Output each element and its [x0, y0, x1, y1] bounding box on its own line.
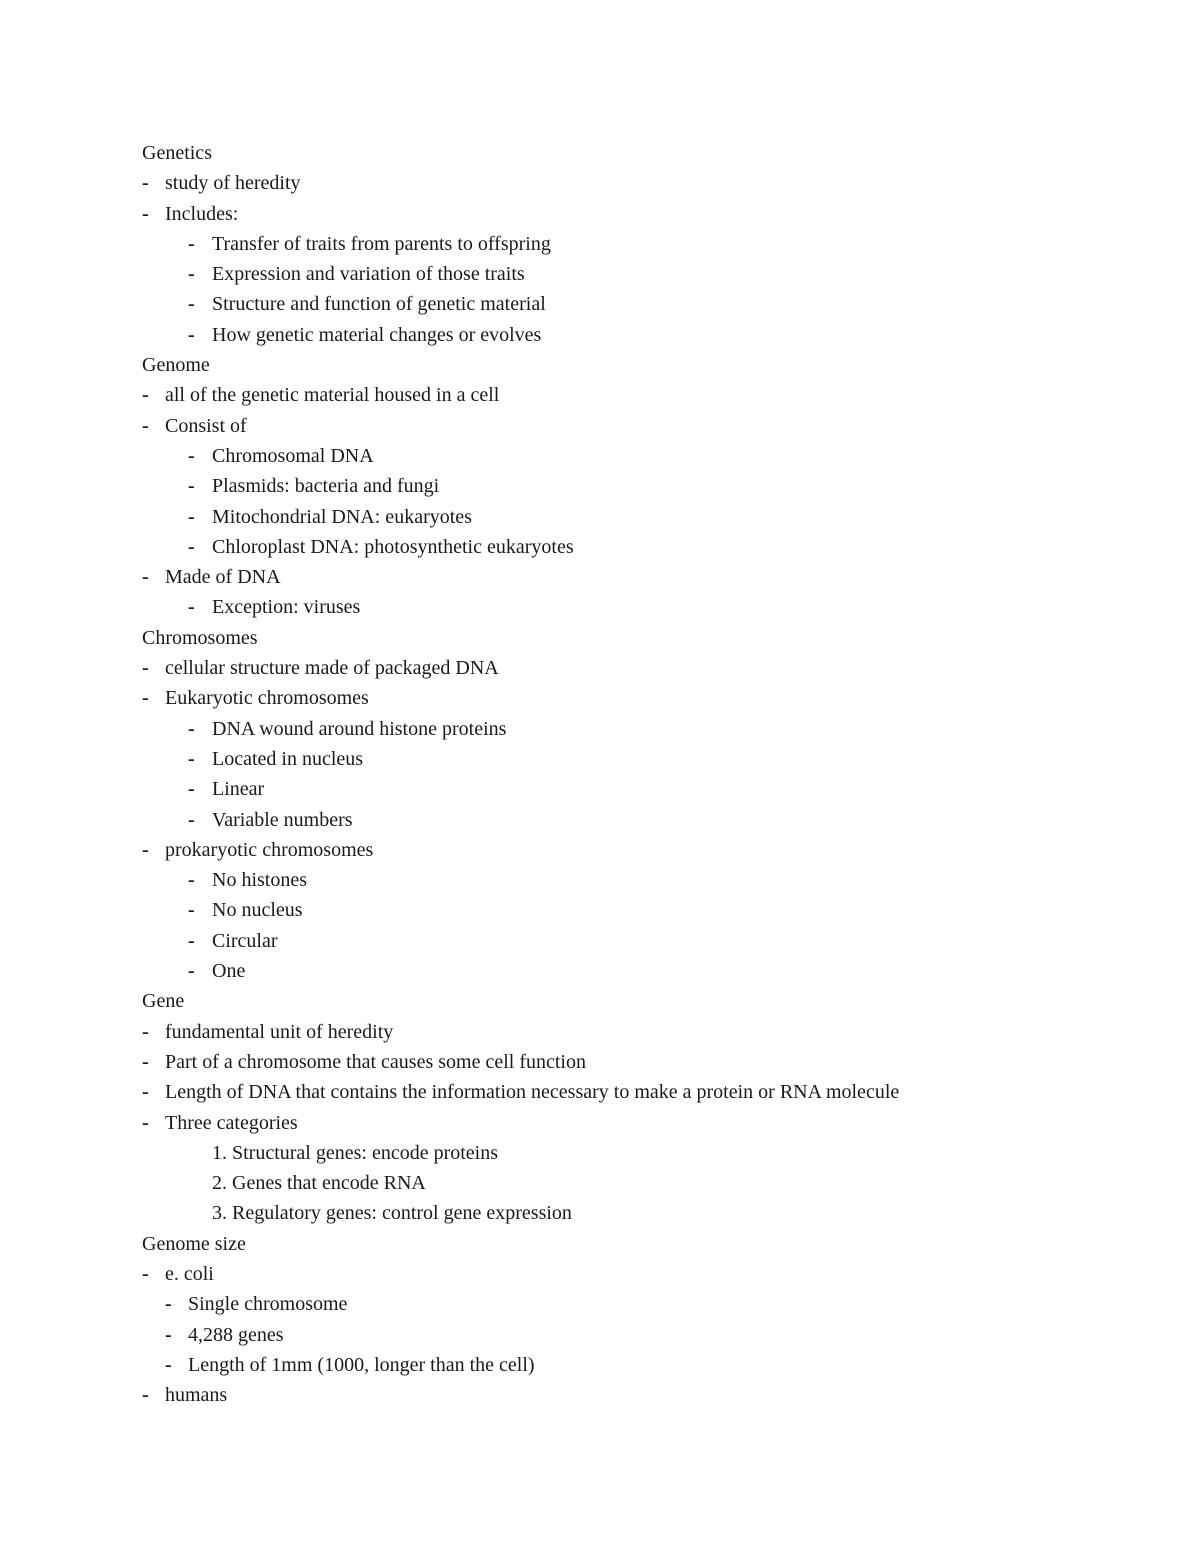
section-heading [142, 138, 1142, 168]
bullet-item-text: Consist of [165, 414, 247, 437]
bullet-dash-icon: - [142, 414, 149, 437]
bullet-dash-icon: - [188, 505, 195, 528]
bullet-item-text: Three categories [165, 1111, 298, 1134]
bullet-dash-icon: - [142, 202, 149, 225]
sub-bullet-item [142, 744, 1142, 774]
sub-bullet-item-text: No histones [212, 869, 307, 892]
bullet-item [142, 380, 1142, 410]
sub-bullet-item [142, 774, 1142, 804]
bullet-dash-icon: - [188, 232, 195, 255]
numbered-item [142, 1138, 1142, 1168]
bullet-item-text: Includes: [165, 202, 239, 225]
bullet-dash-icon: - [188, 444, 195, 467]
bullet-dash-icon: - [142, 566, 149, 589]
bullet-item [142, 653, 1142, 683]
sub-bullet-item-text: One [212, 960, 246, 983]
sub-bullet-item [142, 805, 1142, 835]
section-heading-text: Genome [142, 354, 210, 377]
bullet-item-text: all of the genetic material housed in a cell [165, 384, 500, 407]
bullet-dash-icon: - [188, 475, 195, 498]
bullet-dash-icon: - [188, 929, 195, 952]
bullet-dash-icon: - [188, 596, 195, 619]
bullet-item [142, 683, 1142, 713]
sub-bullet-item-text: Chromosomal DNA [212, 444, 374, 467]
bullet-item-text: fundamental unit of heredity [165, 1020, 394, 1043]
section-heading-text: Gene [142, 990, 185, 1013]
sub-bullet-item [142, 926, 1142, 956]
sub-bullet-item-text: 4,288 genes [188, 1323, 284, 1346]
numbered-item-text: 3. Regulatory genes: control gene expression [212, 1202, 572, 1225]
bullet-item [142, 1380, 1142, 1410]
bullet-dash-icon: - [188, 263, 195, 286]
bullet-dash-icon: - [165, 1353, 172, 1376]
sub-bullet-item-text: Variable numbers [212, 808, 353, 831]
sub-bullet-item [142, 714, 1142, 744]
bullet-dash-icon: - [142, 1081, 149, 1104]
bullet-item-text: prokaryotic chromosomes [165, 838, 374, 861]
bullet-item-text: Part of a chromosome that causes some cell function [165, 1050, 586, 1073]
section-heading-text: Chromosomes [142, 626, 258, 649]
bullet-item-text: Eukaryotic chromosomes [165, 687, 369, 710]
bullet-dash-icon: - [188, 960, 195, 983]
bullet-dash-icon: - [142, 838, 149, 861]
bullet-item [142, 1259, 1142, 1289]
sub-bullet-item-text: Chloroplast DNA: photosynthetic eukaryotes [212, 535, 574, 558]
bullet-dash-icon: - [188, 717, 195, 740]
sub-bullet-item-text: No nucleus [212, 899, 303, 922]
sub-bullet-item-text: Exception: viruses [212, 596, 361, 619]
numbered-item [142, 1198, 1142, 1228]
section-heading-text: Genetics [142, 142, 212, 164]
section-heading-text: Genome size [142, 1232, 246, 1255]
numbered-item-text: 2. Genes that encode RNA [212, 1172, 426, 1195]
sub-bullet-item [142, 895, 1142, 925]
sub-bullet-item-text: Single chromosome [188, 1293, 348, 1316]
sub-bullet-item-text: Circular [212, 929, 278, 952]
sub-bullet-item [142, 259, 1142, 289]
bullet-dash-icon: - [165, 1293, 172, 1316]
bullet-item [142, 1108, 1142, 1138]
bullet-dash-icon: - [188, 535, 195, 558]
sub-bullet-item-text: Plasmids: bacteria and fungi [212, 475, 440, 498]
bullet-item [142, 562, 1142, 592]
sub-bullet-item [142, 865, 1142, 895]
sub-bullet-item [142, 320, 1142, 350]
bullet-dash-icon: - [142, 1111, 149, 1134]
numbered-item-text: 1. Structural genes: encode proteins [212, 1141, 499, 1164]
bullet-item [142, 1017, 1142, 1047]
sub-bullet-item-text: Located in nucleus [212, 747, 364, 770]
bullet-dash-icon: - [188, 747, 195, 770]
bullet-dash-icon: - [142, 1262, 149, 1285]
notes-body [142, 138, 1142, 1410]
bullet-dash-icon: - [188, 323, 195, 346]
sub-bullet-item [142, 592, 1142, 622]
bullet-item [142, 1047, 1142, 1077]
bullet-item [142, 199, 1142, 229]
sub-bullet-item [142, 1320, 1142, 1350]
sub-bullet-item-text: Expression and variation of those traits [212, 263, 525, 286]
numbered-item [142, 1168, 1142, 1198]
section-heading [142, 350, 1142, 380]
bullet-item [142, 411, 1142, 441]
bullet-item-text: humans [165, 1384, 228, 1407]
bullet-dash-icon: - [142, 687, 149, 710]
bullet-item-text: Made of DNA [165, 566, 281, 589]
bullet-item-text: e. coli [165, 1262, 214, 1285]
sub-bullet-item-text: DNA wound around histone proteins [212, 717, 507, 740]
bullet-item-text: Length of DNA that contains the information necessary to make a protein or RNA molecule [165, 1081, 900, 1104]
sub-bullet-item [142, 441, 1142, 471]
sub-bullet-item [142, 956, 1142, 986]
bullet-dash-icon: - [142, 384, 149, 407]
bullet-dash-icon: - [188, 869, 195, 892]
bullet-dash-icon: - [142, 657, 149, 680]
bullet-item-text: cellular structure made of packaged DNA [165, 657, 499, 680]
sub-bullet-item-text: How genetic material changes or evolves [212, 323, 542, 346]
sub-bullet-item-text: Length of 1mm (1000, longer than the cell) [188, 1353, 535, 1376]
sub-bullet-item [142, 502, 1142, 532]
sub-bullet-item-text: Linear [212, 778, 265, 801]
section-heading [142, 986, 1142, 1016]
bullet-item [142, 835, 1142, 865]
bullet-item [142, 1077, 1142, 1107]
sub-bullet-item [142, 229, 1142, 259]
sub-bullet-item [142, 289, 1142, 319]
section-heading [142, 623, 1142, 653]
bullet-dash-icon: - [188, 808, 195, 831]
bullet-dash-icon: - [142, 172, 149, 195]
bullet-dash-icon: - [188, 778, 195, 801]
bullet-item-text: study of heredity [165, 172, 301, 195]
bullet-dash-icon: - [165, 1323, 172, 1346]
sub-bullet-item-text: Structure and function of genetic material [212, 293, 546, 316]
bullet-dash-icon: - [142, 1384, 149, 1407]
bullet-item [142, 168, 1142, 198]
bullet-dash-icon: - [142, 1020, 149, 1043]
bullet-dash-icon: - [142, 1050, 149, 1073]
sub-bullet-item [142, 471, 1142, 501]
section-heading [142, 1229, 1142, 1259]
bullet-dash-icon: - [188, 293, 195, 316]
sub-bullet-item-text: Transfer of traits from parents to offspring [212, 232, 551, 255]
sub-bullet-item [142, 1289, 1142, 1319]
sub-bullet-item [142, 532, 1142, 562]
bullet-dash-icon: - [188, 899, 195, 922]
sub-bullet-item [142, 1350, 1142, 1380]
sub-bullet-item-text: Mitochondrial DNA: eukaryotes [212, 505, 472, 528]
